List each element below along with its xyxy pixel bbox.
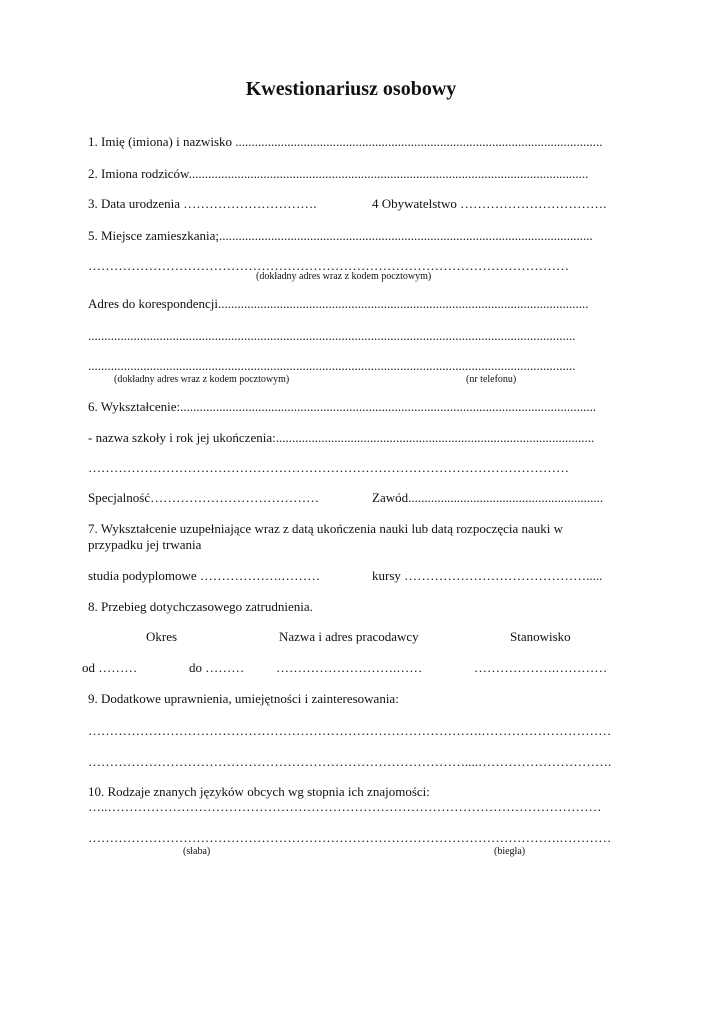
field-skills-line-2: ……………………………………………………………………………....…………………………. — [88, 754, 612, 769]
field-residence: 5. Miejsce zamieszkania;................................................................................................................... — [88, 228, 593, 243]
correspondence-address-note: (dokładny adres wraz z kodem pocztowym) — [114, 374, 290, 385]
field-name: 1. Imię (imiona) i nazwisko ................................................................................................................. — [88, 134, 603, 149]
phone-note: (nr telefonu) — [466, 374, 517, 385]
field-correspondence-line-2: ...................................................................................................................................................... — [88, 358, 576, 373]
field-specialty: Specjalność………………………………… — [88, 490, 320, 505]
employment-history-heading: 8. Przebieg dotychczasowego zatrudnienia. — [88, 599, 313, 614]
column-period: Okres — [146, 629, 178, 644]
field-courses: kursy ……………………………………..... — [372, 568, 603, 583]
field-residence-line: ………………………………………………………………………………………………… — [88, 258, 569, 273]
field-languages-line-1: …..…………………………………………………………………………………………………… — [88, 799, 602, 814]
field-birth-date: 3. Data urodzenia …………………………. — [88, 196, 317, 211]
supplementary-education-line-2: przypadku jej trwania — [88, 537, 202, 552]
field-education: 6. Wykształcenie:................................................................................................................................ — [88, 399, 597, 414]
field-correspondence-line-1: ...................................................................................................................................................... — [88, 328, 576, 343]
column-position: Stanowisko — [510, 629, 571, 644]
field-employer: ……………………….…… — [276, 660, 423, 675]
field-position: ……………….………… — [474, 660, 608, 675]
language-level-weak-note: (słaba) — [183, 846, 211, 857]
field-skills-line-1: ……………………………………………………………………………….………………………… — [88, 723, 612, 738]
field-education-line: ………………………………………………………………………………………………… — [88, 460, 569, 475]
field-period-to: do ……… — [189, 660, 245, 675]
languages-heading: 10. Rodzaje znanych języków obcych wg stopnia ich znajomości: — [88, 784, 430, 799]
supplementary-education-line-1: 7. Wykształcenie uzupełniające wraz z datą ukończenia nauki lub datą rozpoczęcia nauki w — [88, 521, 564, 536]
language-level-fluent-note: (biegła) — [494, 846, 526, 857]
field-school-name-year: - nazwa szkoły i rok jej ukończenia:.................................................................................................. — [88, 430, 595, 445]
field-correspondence-address: Adres do korespondencji.................................................................................................................. — [88, 296, 589, 311]
field-postgraduate-studies: studia podyplomowe ……………….……… — [88, 568, 321, 583]
field-citizenship: 4 Obywatelstwo ……………………………. — [372, 196, 607, 211]
field-languages-line-2: ……………………………………………………………………………………………….………… — [88, 830, 612, 845]
field-parents-names: 2. Imiona rodziców........................................................................................................................... — [88, 166, 589, 181]
additional-skills-heading: 9. Dodatkowe uprawnienia, umiejętności i zainteresowania: — [88, 691, 399, 706]
document-title: Kwestionariusz osobowy — [245, 78, 457, 100]
field-profession: Zawód............................................................ — [372, 490, 604, 505]
field-period-from: od ……… — [82, 660, 138, 675]
column-employer: Nazwa i adres pracodawcy — [279, 629, 419, 644]
residence-note: (dokładny adres wraz z kodem pocztowym) — [256, 271, 432, 282]
